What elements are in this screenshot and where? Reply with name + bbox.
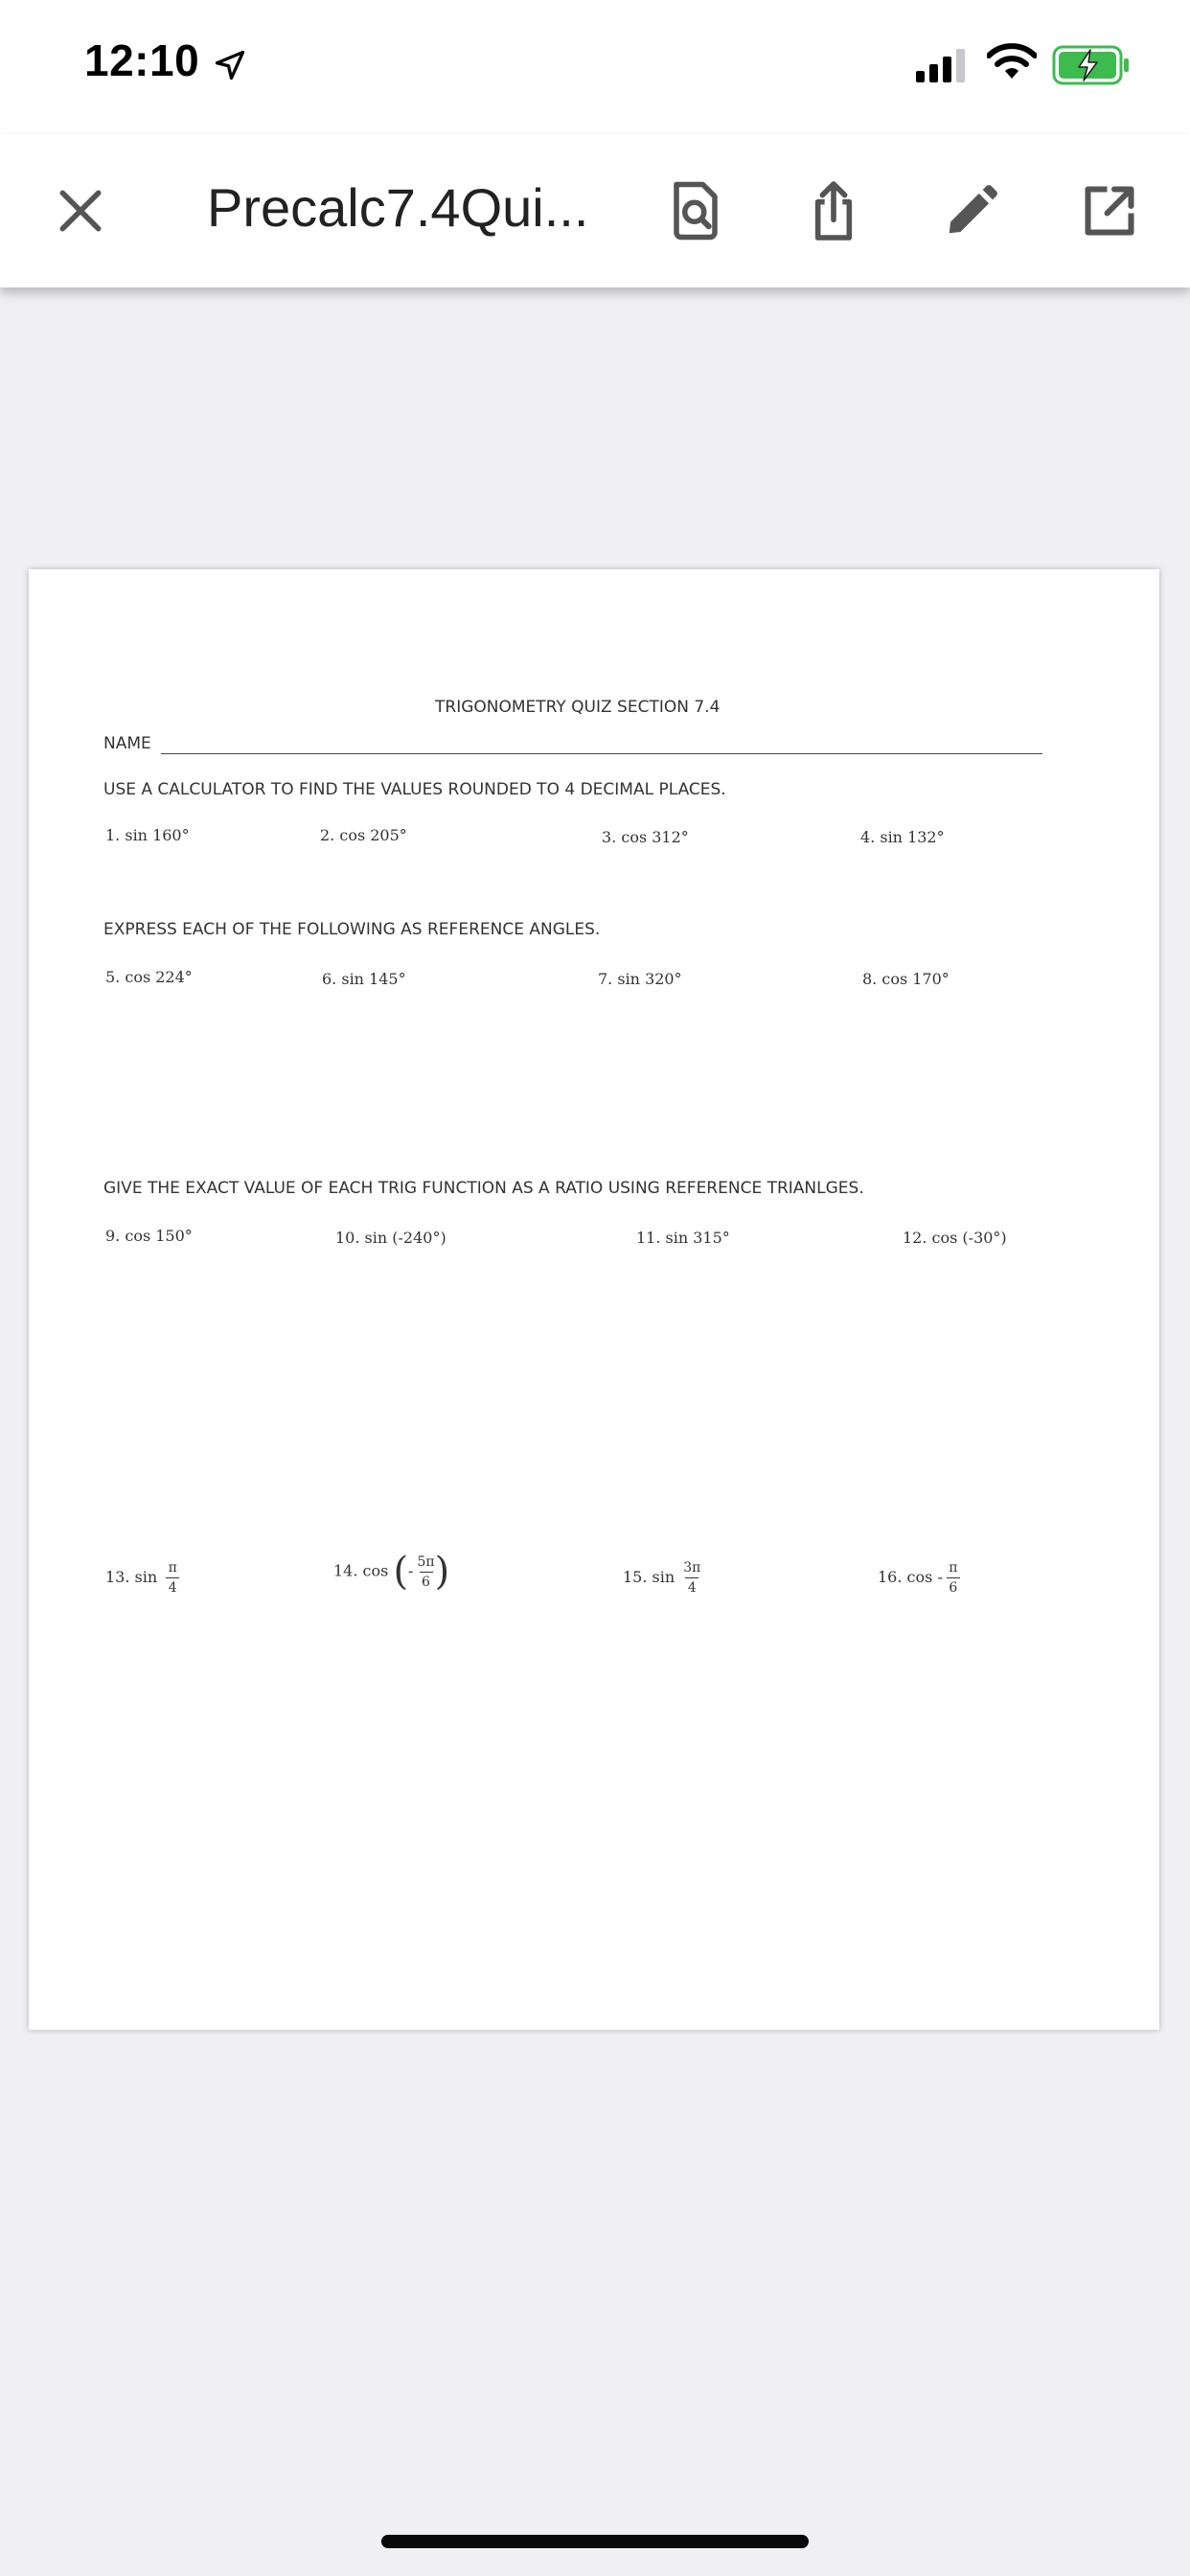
problem-6: 6. sin 145° bbox=[322, 970, 406, 988]
problem-1: 1. sin 160° bbox=[105, 826, 190, 844]
problem-16-fraction bbox=[947, 1560, 960, 1596]
name-label: NAME bbox=[103, 734, 151, 753]
share-icon bbox=[807, 179, 860, 242]
denominator: 6 bbox=[949, 1580, 958, 1596]
quiz-title: TRIGONOMETRY QUIZ SECTION 7.4 bbox=[435, 698, 721, 717]
home-indicator[interactable] bbox=[381, 2535, 809, 2548]
problem-3: 3. cos 312° bbox=[602, 828, 689, 846]
status-bar bbox=[0, 0, 1190, 134]
denominator: 6 bbox=[422, 1574, 430, 1590]
problem-14: 14. cos (- $\frac{5\pi}{6}$ ) bbox=[333, 1550, 450, 1594]
section3-instruction: GIVE THE EXACT VALUE OF EACH TRIG FUNCTION AS A RATIO USING REFERENCE TRIANLGES. bbox=[103, 1179, 864, 1198]
problem-14-fraction bbox=[417, 1554, 434, 1590]
sign: - bbox=[408, 1561, 414, 1580]
pencil-icon bbox=[942, 181, 1001, 241]
wifi-icon bbox=[987, 42, 1037, 80]
problem-12: 12. cos (-30°) bbox=[903, 1229, 1007, 1247]
document-toolbar bbox=[0, 134, 1190, 288]
numerator: π bbox=[168, 1560, 177, 1576]
search-in-document-button[interactable] bbox=[657, 172, 734, 249]
problem-4: 4. sin 132° bbox=[860, 828, 945, 846]
open-in-new-icon bbox=[1081, 182, 1138, 240]
problem-9: 9. cos 150° bbox=[105, 1227, 193, 1245]
problem-13-fraction bbox=[166, 1560, 179, 1596]
problem-5: 5. cos 224° bbox=[105, 968, 193, 986]
problem-14-label: 14. cos bbox=[333, 1561, 389, 1580]
document-title: Precalc7.4Qui... bbox=[207, 177, 589, 238]
numerator: 3π bbox=[683, 1560, 701, 1576]
numerator: π bbox=[949, 1560, 958, 1576]
section1-instruction: USE A CALCULATOR TO FIND THE VALUES ROUNDED TO 4 DECIMAL PLACES. bbox=[103, 780, 726, 799]
denominator: 4 bbox=[168, 1580, 177, 1596]
location-arrow-icon bbox=[213, 48, 247, 82]
problem-7: 7. sin 320° bbox=[598, 970, 682, 988]
open-external-button[interactable] bbox=[1071, 172, 1148, 249]
cellular-signal-icon bbox=[916, 48, 970, 82]
denominator: 4 bbox=[687, 1580, 697, 1596]
problem-2: 2. cos 205° bbox=[320, 826, 407, 844]
name-line bbox=[161, 753, 1042, 754]
share-button[interactable] bbox=[795, 172, 872, 249]
sign: - bbox=[937, 1568, 943, 1586]
problem-13-label: 13. sin bbox=[105, 1568, 158, 1586]
numerator: 5π bbox=[417, 1553, 435, 1570]
problem-13 bbox=[105, 1560, 179, 1596]
problem-15-fraction bbox=[683, 1560, 700, 1596]
status-time: 12:10 bbox=[84, 35, 200, 85]
edit-button[interactable] bbox=[933, 172, 1010, 249]
document-page[interactable] bbox=[29, 569, 1159, 2030]
problem-15 bbox=[623, 1560, 700, 1596]
problem-8: 8. cos 170° bbox=[862, 970, 950, 988]
problem-11: 11. sin 315° bbox=[636, 1229, 730, 1247]
document-search-icon bbox=[667, 179, 724, 242]
battery-charging-icon bbox=[1052, 44, 1131, 86]
close-button[interactable] bbox=[42, 172, 119, 249]
problem-16-label: 16. cos bbox=[878, 1568, 933, 1586]
close-icon bbox=[54, 184, 107, 238]
section2-instruction: EXPRESS EACH OF THE FOLLOWING AS REFERENCE ANGLES. bbox=[103, 920, 601, 939]
problem-15-label: 15. sin bbox=[623, 1568, 675, 1586]
problem-16 bbox=[878, 1560, 960, 1596]
problem-10: 10. sin (-240°) bbox=[335, 1229, 446, 1247]
